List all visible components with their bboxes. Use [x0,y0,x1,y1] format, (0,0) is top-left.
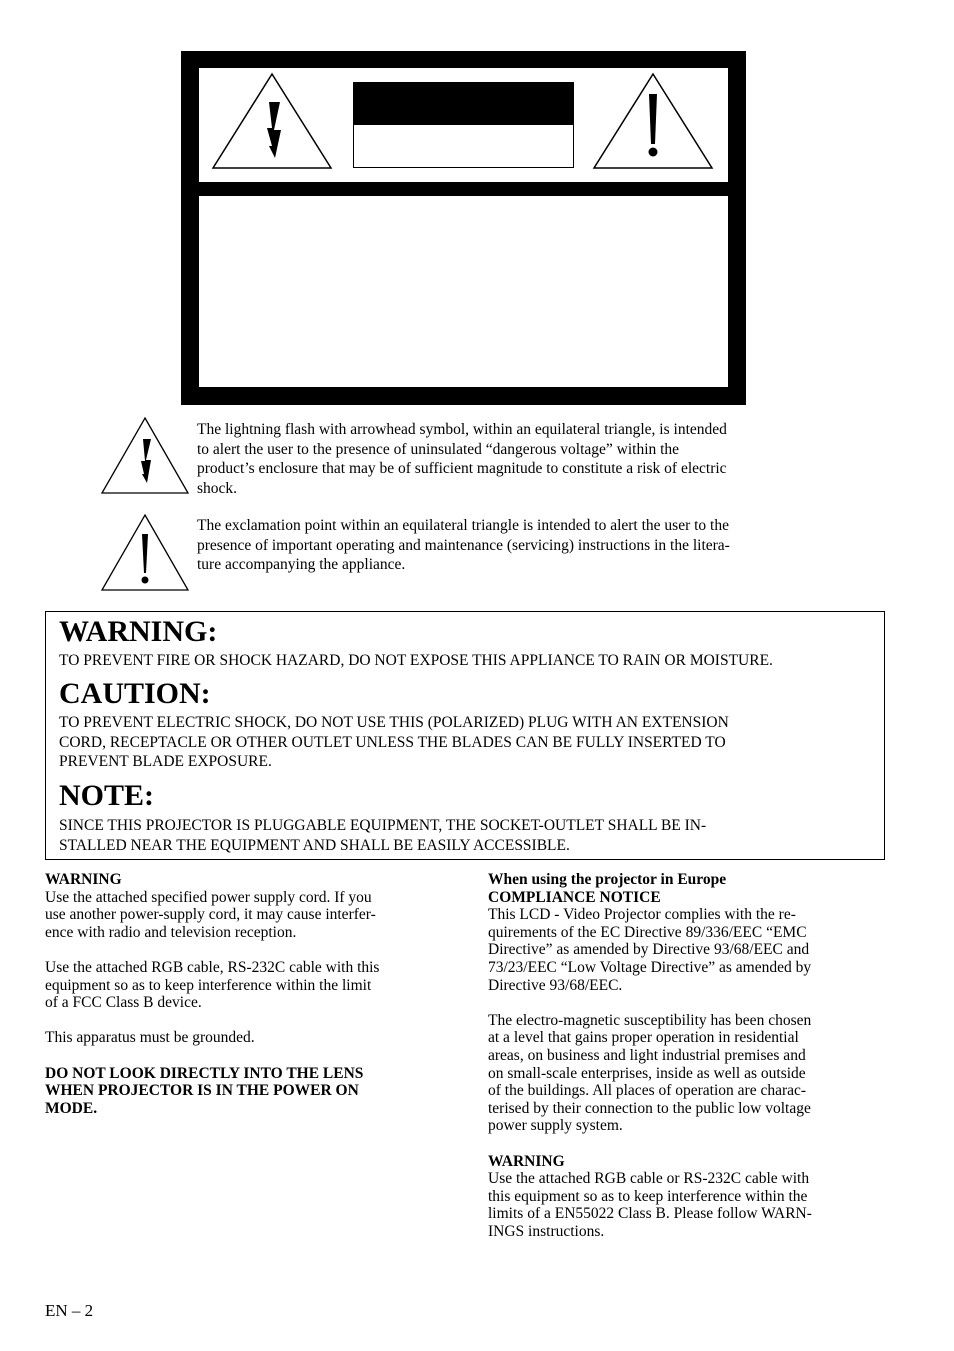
europe-heading: When using the projector in Europe [488,871,727,888]
lightning-symbol-icon [101,417,189,495]
warning-text: TO PREVENT FIRE OR SHOCK HAZARD, DO NOT EXPOSE THIS APPLIANCE TO RAIN OR MOISTURE. [59,652,773,669]
caution-heading: CAUTION: [59,677,211,710]
warning-heading: WARNING: [59,615,218,648]
susceptibility-paragraph: The electro-magnetic susceptibility has been chosen at a level that gains proper operation in residential areas, on business and light industrial premises and on small-scale enterprises, inside as well as outside of the buildings. All places of operation are charac- terised by their connection to the public low voltage power supply system. [488,1011,812,1135]
left-warning-heading: WARNING [45,871,122,888]
note-heading: NOTE: [59,779,155,812]
right-warning-heading: WARNING [488,1152,565,1170]
lens-warning-paragraph: DO NOT LOOK DIRECTLY INTO THE LENS WHEN PROJECTOR IS IN THE POWER ON MODE. [45,1064,364,1117]
warning-label-header-band [353,82,574,125]
ec-directive-paragraph: This LCD - Video Projector complies with the re- quirements of the EC Directive 89/336/EEC “EMC Directive” as amended by Directive 93/68/EEC and 73/23/EEC “Low Voltage Directive” as amended by Directive 93/68/EEC. [488,906,812,994]
lightning-triangle-icon [211,72,333,170]
compliance-heading: COMPLIANCE NOTICE [488,888,661,906]
rgb-cable-paragraph: Use the attached RGB cable, RS-232C cable with this equipment so as to keep interference within the limit of a FCC Class B device. [45,958,380,1012]
warning-label-body-panel [199,196,728,387]
note-text: SINCE THIS PROJECTOR IS PLUGGABLE EQUIPMENT, THE SOCKET-OUTLET SHALL BE IN- STALLED NEAR THE EQUIPMENT AND SHALL BE EASILY ACCESSIBLE. [59,817,707,854]
lightning-symbol-description: The lightning flash with arrowhead symbol, within an equilateral triangle, is intended to alert the user to the presence of uninsulated “dangerous voltage” within the product’s enclosure that may be of sufficient magnitude to constitute a risk of electric shock. [197,421,727,497]
exclamation-triangle-icon [592,72,714,170]
caution-text: TO PREVENT ELECTRIC SHOCK, DO NOT USE THIS (POLARIZED) PLUG WITH AN EXTENSION CORD, RECEPTACLE OR OTHER OUTLET UNLESS THE BLADES CAN BE FULLY INSERTED TO PREVENT BLADE EXPOSURE. [59,714,729,770]
en55022-paragraph: Use the attached RGB cable or RS-232C cable with this equipment so as to keep interference within the limits of a EN55022 Class B. Please follow WARN- INGS instructions. [488,1170,812,1240]
page-number: EN – 2 [45,1301,94,1320]
right-column [488,871,880,1258]
grounding-paragraph: This apparatus must be grounded. [45,1029,255,1047]
left-column [45,871,445,1135]
exclamation-symbol-icon [101,514,189,592]
power-cord-paragraph: Use the attached specified power supply cord. If you use another power-supply cord, it may cause interfer- ence with radio and television reception. [45,888,376,941]
exclamation-symbol-description: The exclamation point within an equilateral triangle is intended to alert the user to the presence of important operating and maintenance (servicing) instructions in the litera- ture accompanying the appliance. [197,517,730,573]
